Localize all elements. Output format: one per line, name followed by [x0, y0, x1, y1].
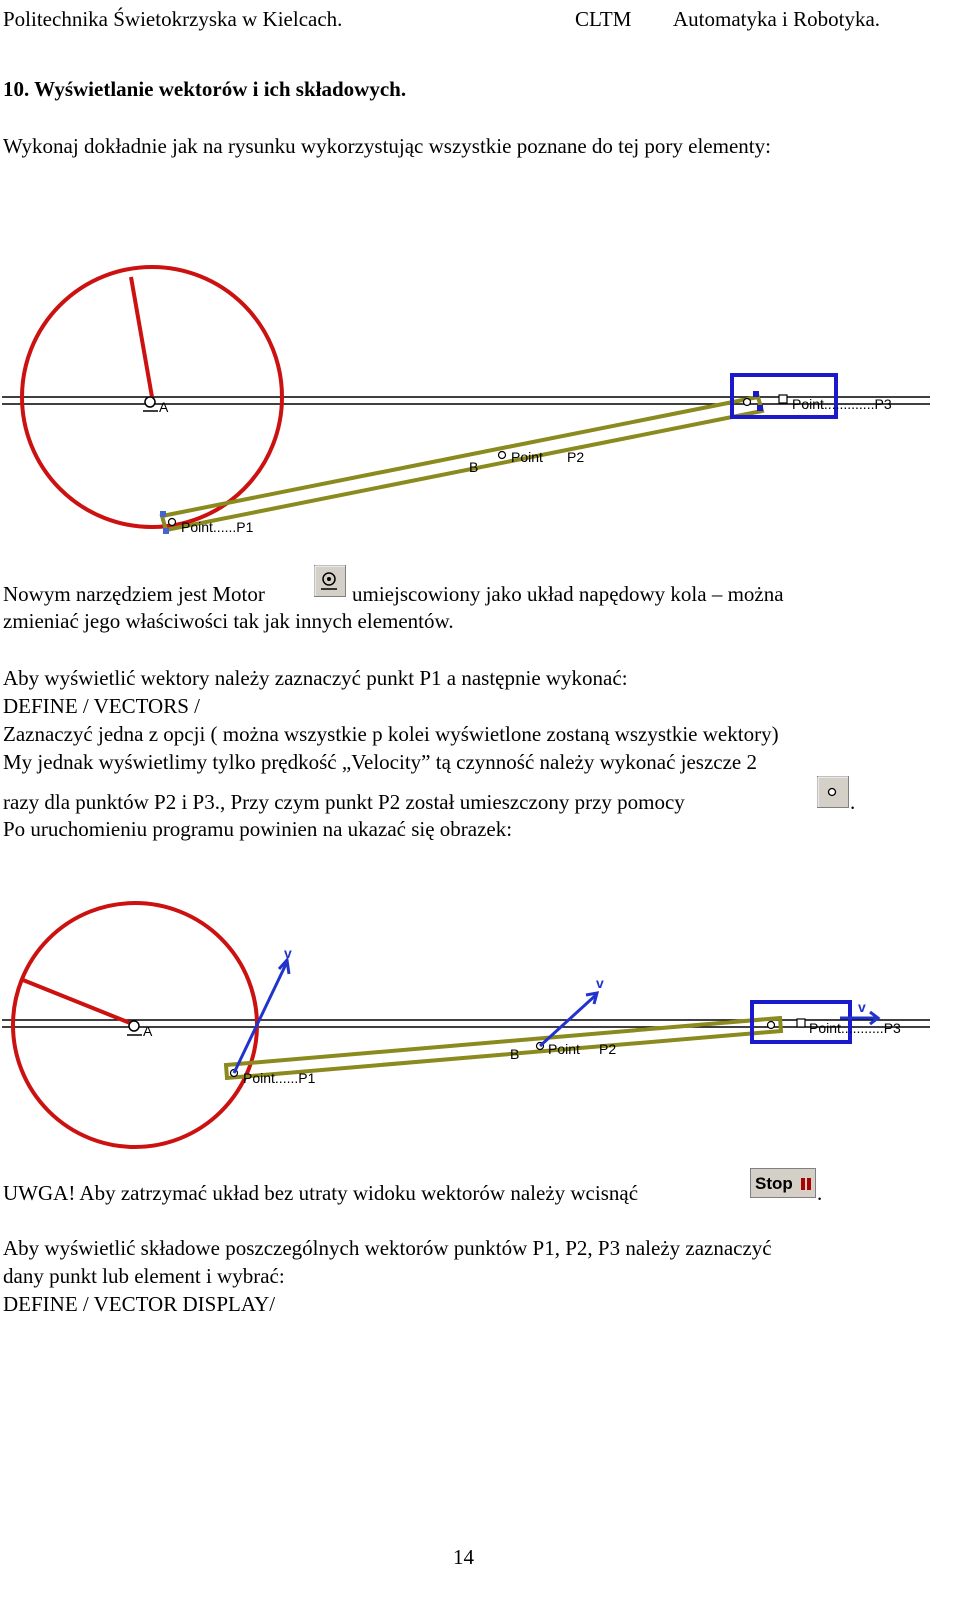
motor-tool-icon[interactable]: [314, 565, 346, 597]
components-line2: dany punkt lub element i wybrać:: [3, 1264, 285, 1288]
vectors-line6: Po uruchomieniu programu powinien na ukazać się obrazek:: [3, 817, 513, 841]
vectors-line2: DEFINE / VECTORS /: [3, 694, 200, 718]
page-number: 14: [453, 1545, 474, 1569]
fig1-label-b: B: [469, 459, 479, 475]
fig1-label-a: A: [159, 399, 169, 415]
vectors-line1: Aby wyświetlić wektory należy zaznaczyć punkt P1 a następnie wykonać:: [3, 666, 628, 690]
section-title: 10. Wyświetlanie wektorów i ich składowych.: [3, 77, 407, 101]
components-line1: Aby wyświetlić składowe poszczególnych wektorów punktów P1, P2, P3 należy zaznaczyć: [3, 1236, 772, 1260]
fig1-label-point-p2: Point: [511, 449, 543, 465]
warning-end: .: [817, 1181, 823, 1205]
figure-mechanism-2: [0, 862, 930, 1152]
warning-text: UWGA! Aby zatrzymać układ bez utraty widoku wektorów należy wcisnąć: [3, 1181, 639, 1205]
stop-button[interactable]: [750, 1168, 816, 1198]
intro-text: Wykonaj dokładnie jak na rysunku wykorzystując wszystkie poznane do tej pory elementy:: [3, 134, 771, 158]
fig2-label-point-p2: Point: [548, 1041, 580, 1057]
fig1-label-point-p1: Point......P1: [181, 519, 254, 535]
point-tool-icon[interactable]: [817, 776, 849, 808]
fig2-label-v1: v: [284, 945, 292, 961]
fig1-label-p2: P2: [567, 449, 585, 465]
pause-icon: [801, 1178, 805, 1190]
header-institution: Politechnika Świetokrzyska w Kielcach.: [3, 7, 343, 31]
vectors-line5: razy dla punktów P2 i P3., Przy czym punkt P2 został umieszczony przy pomocy: [3, 790, 685, 814]
vectors-line5-end: .: [850, 790, 856, 814]
fig2-label-v2: v: [596, 975, 604, 991]
components-line3: DEFINE / VECTOR DISPLAY/: [3, 1292, 276, 1316]
fig2-label-a: A: [143, 1023, 153, 1039]
fig2-label-b: B: [510, 1046, 520, 1062]
motor-text-line2: zmieniać jego właściwości tak jak innych elementów.: [3, 609, 454, 633]
stop-button-label: Stop: [755, 1174, 793, 1193]
motor-text-after: umiejscowiony jako układ napędowy kola – można: [352, 582, 784, 606]
header-right: Automatyka i Robotyka.: [673, 7, 881, 31]
fig2-label-point-p3: Point...........P3: [809, 1020, 901, 1036]
header-center: CLTM: [575, 7, 632, 31]
vectors-line3: Zaznaczyć jedna z opcji ( można wszystkie p kolei wyświetlone zostaną wszystkie wektory): [3, 722, 779, 746]
fig1-label-point-p3: Point.............P3: [792, 396, 892, 412]
vectors-line4: My jednak wyświetlimy tylko prędkość „Velocity” tą czynność należy wykonać jeszcze 2: [3, 750, 758, 774]
fig2-label-v3: v: [858, 999, 866, 1015]
figure-mechanism-1: [0, 225, 930, 565]
fig2-label-p2: P2: [599, 1041, 617, 1057]
fig2-label-point-p1: Point......P1: [243, 1070, 316, 1086]
motor-text-before: Nowym narzędziem jest Motor: [3, 582, 265, 606]
